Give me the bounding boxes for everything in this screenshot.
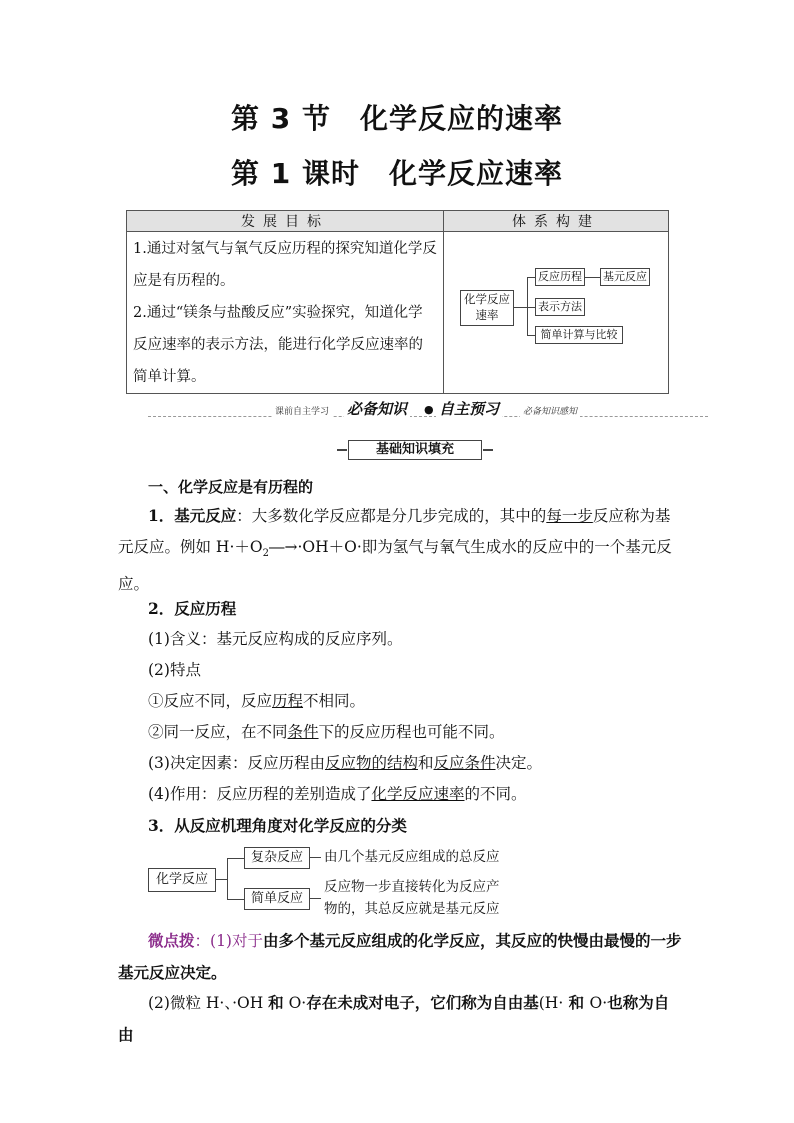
connector [527, 277, 528, 335]
text: 由多个基元反应组成的化学反应，其反应的快慢由最慢的一步基元反应决定。 [118, 931, 682, 982]
text: 也称为自由 [118, 993, 670, 1044]
text: O· [283, 994, 307, 1012]
classify-simple-note-2: 物的，其总反应就是基元反应 [324, 901, 500, 917]
banner-left-caption: 课前自主学习 [272, 404, 332, 417]
blank-answer: 反应条件 [433, 754, 496, 772]
text: 和 [268, 993, 284, 1012]
goals-cell [127, 232, 444, 394]
text: ①反应不同，反应 [148, 692, 273, 710]
paragraph-elementary-reaction [118, 500, 684, 600]
banner-arrow-icon: ● [424, 403, 434, 416]
framework-branch-process: 反应历程 [535, 268, 585, 286]
connector [527, 307, 535, 308]
line-feature-1 [118, 686, 684, 717]
framework-diagram [444, 232, 669, 388]
banner-rule [148, 416, 708, 417]
blank-answer: 历程 [272, 692, 304, 710]
text: ：(1)对于 [194, 932, 263, 950]
goals-table [126, 210, 669, 394]
connector [227, 858, 244, 859]
classify-simple: 简单反应 [244, 888, 310, 910]
text: (2)微粒 H·、·OH [148, 994, 269, 1012]
text: ―→·OH＋O·即为氢气与氧气生成水的反应中的一个基元反应。 [118, 538, 672, 594]
text: O· [589, 994, 608, 1012]
section-title: 第 3 节 化学反应的速率 [231, 102, 563, 135]
classify-complex: 复杂反应 [244, 847, 310, 869]
lesson-title: 第 1 课时 化学反应速率 [231, 157, 563, 190]
goal-1: 1.通过对氢气与氧气反应历程的探究知道化学反应是有历程的。 [133, 241, 437, 289]
connector [513, 307, 527, 308]
heading-section-1: 一、化学反应是有历程的 [148, 478, 314, 496]
tip-label: 微点拨 [148, 931, 195, 950]
section-tag: 基础知识填充 [348, 440, 482, 460]
connector [309, 857, 321, 858]
line-features: (2)特点 [148, 661, 201, 679]
subscript: 2 [262, 548, 269, 560]
term-label: 1．基元反应 [148, 506, 237, 525]
goals-header-right: 体系构建 [444, 211, 669, 232]
connector [215, 879, 227, 880]
text: 3．从反应机理角度对 [148, 816, 299, 835]
banner-main-1: 必备知识 [344, 398, 410, 419]
text: (3)决定因素：反应历程由 [148, 754, 325, 772]
blank-answer: 每一步 [546, 507, 593, 525]
text: 化学反应 [298, 816, 361, 835]
text: 和 [417, 754, 434, 772]
goals-header-left: 发展目标 [127, 211, 444, 232]
text: 决定。 [495, 754, 543, 772]
connector [309, 898, 321, 899]
banner-main-2: 自主预习 [436, 398, 502, 419]
banner-right-caption: 必备知识感知 [520, 404, 580, 417]
framework-branch-expression: 表示方法 [535, 298, 585, 316]
text: 不相同。 [303, 692, 366, 710]
text: 的不同。 [464, 785, 527, 803]
line-effect [118, 779, 684, 810]
text: ：大多数化学反应都是分几步完成的，其中的 [236, 507, 547, 525]
text: 下的反应历程也可能不同。 [318, 723, 505, 741]
classify-complex-note: 由几个基元反应组成的总反应 [324, 849, 500, 865]
framework-root: 化学反应速率 [460, 290, 514, 326]
classify-root: 化学反应 [148, 868, 216, 892]
classify-simple-note-1: 反应物一步直接转化为反应产 [324, 879, 500, 895]
heading-classification [118, 810, 684, 842]
text: 存在未成对电子，它们称为自由基 [306, 993, 539, 1012]
blank-answer: 化学反应速率 [371, 785, 465, 803]
blank-answer: 条件 [287, 723, 319, 741]
connector [527, 335, 535, 336]
line-feature-2 [118, 717, 684, 748]
text: 反应称为基元反应。例如 H·＋O [118, 507, 671, 556]
connector [527, 277, 535, 278]
line-meaning: (1)含义：基元反应构成的反应序列。 [148, 630, 403, 648]
text: (4)作用：反应历程的差别造成了 [148, 785, 372, 803]
framework-branch-elementary: 基元反应 [600, 268, 650, 286]
connector [584, 277, 600, 278]
connector [227, 899, 244, 900]
classification-diagram [148, 845, 688, 921]
section-banner [148, 400, 708, 420]
framework-cell [444, 232, 669, 394]
line-determinant [118, 748, 684, 779]
goal-2: 2.通过“镁条与盐酸反应”实验探究，知道化学反应速率的表示方法，能进行化学反应速率的简单计算。 [133, 305, 423, 385]
text: 的分类 [360, 816, 407, 835]
text: ②同一反应，在不同 [148, 723, 288, 741]
connector [227, 858, 228, 899]
text: 和 [563, 993, 590, 1012]
framework-branch-calculation: 简单计算与比较 [535, 326, 623, 344]
heading-reaction-process: 2．反应历程 [148, 599, 237, 618]
blank-answer: 反应物的结构 [324, 754, 418, 772]
tip-paragraph-1 [118, 925, 684, 989]
text: (H· [538, 994, 564, 1012]
tip-paragraph-2 [118, 987, 684, 1051]
